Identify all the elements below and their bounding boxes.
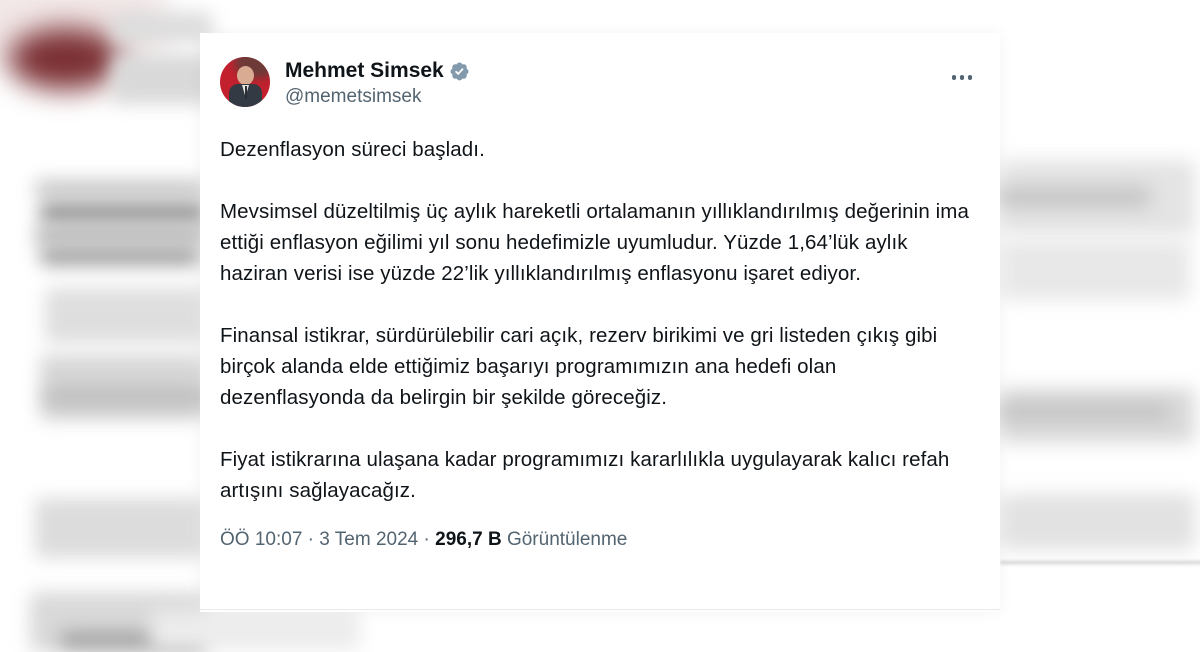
blur-blob (150, 610, 360, 650)
blur-blob-red (8, 28, 123, 90)
blur-blob (35, 498, 205, 558)
blur-blob (1000, 494, 1195, 550)
views-count: 296,7 B (435, 529, 502, 550)
tweet-date: 3 Tem 2024 (319, 529, 419, 550)
dot-icon (960, 75, 965, 80)
tweet-paragraph: Finansal istikrar, sürdürülebilir cari açık, rezerv birikimi ve gri listeden çıkış gibi birçok alanda elde ettiğimiz başarıyı programımızın ana hedefi olan dezenflasyonda da belirgin bir şekilde göreceğiz. (220, 324, 938, 409)
tweet-card (200, 33, 1000, 612)
blur-blob (40, 203, 205, 223)
blur-blob (1000, 186, 1150, 208)
bottom-divider (200, 609, 1000, 610)
avatar-tie (245, 86, 248, 99)
views-label: Görüntülenme (506, 529, 628, 550)
tweet-paragraph: Fiyat istikrarına ulaşana kadar programımızı kararlılıkla uygulayarak kalıcı refah artışını sağlayacağız. (220, 448, 950, 502)
tweet-header (220, 57, 980, 108)
avatar[interactable] (220, 57, 270, 107)
avatar-face (237, 66, 254, 85)
blur-blob (35, 227, 205, 243)
blur-blob (35, 180, 205, 198)
blur-divider-line (1000, 561, 1200, 564)
author-identity (285, 57, 470, 108)
author-name[interactable]: Mehmet Simsek (285, 59, 444, 82)
separator: · (307, 529, 314, 550)
separator: · (423, 529, 430, 550)
blur-blob (1000, 404, 1170, 420)
tweet-paragraph: Mevsimsel düzeltilmiş üç aylık hareketli ortalamanın yıllıklandırılmış değerinin ima ettiği enflasyon eğilimi yıl sonu hedefimizle uyumludur. Yüzde 1,64’lük aylık haziran verisi ise yüzde 22’lik yıllıklandırılmış enflasyonu işaret ediyor. (220, 200, 969, 285)
more-options-button[interactable] (946, 69, 979, 86)
tweet-footer (220, 529, 980, 551)
dot-icon (952, 75, 957, 80)
verified-badge-icon (449, 61, 470, 82)
tweet-time: ÖÖ 10:07 (220, 529, 303, 550)
blur-blob (112, 12, 212, 42)
blur-blob (40, 247, 200, 265)
dot-icon (968, 75, 973, 80)
blur-blob (45, 388, 205, 406)
author-handle[interactable]: @memetsimsek (285, 86, 422, 107)
blur-blob (1000, 240, 1190, 300)
blur-blob (45, 288, 205, 343)
tweet-paragraph: Dezenflasyon süreci başladı. (220, 138, 485, 161)
blur-blob (112, 54, 212, 104)
tweet-text (220, 134, 977, 506)
